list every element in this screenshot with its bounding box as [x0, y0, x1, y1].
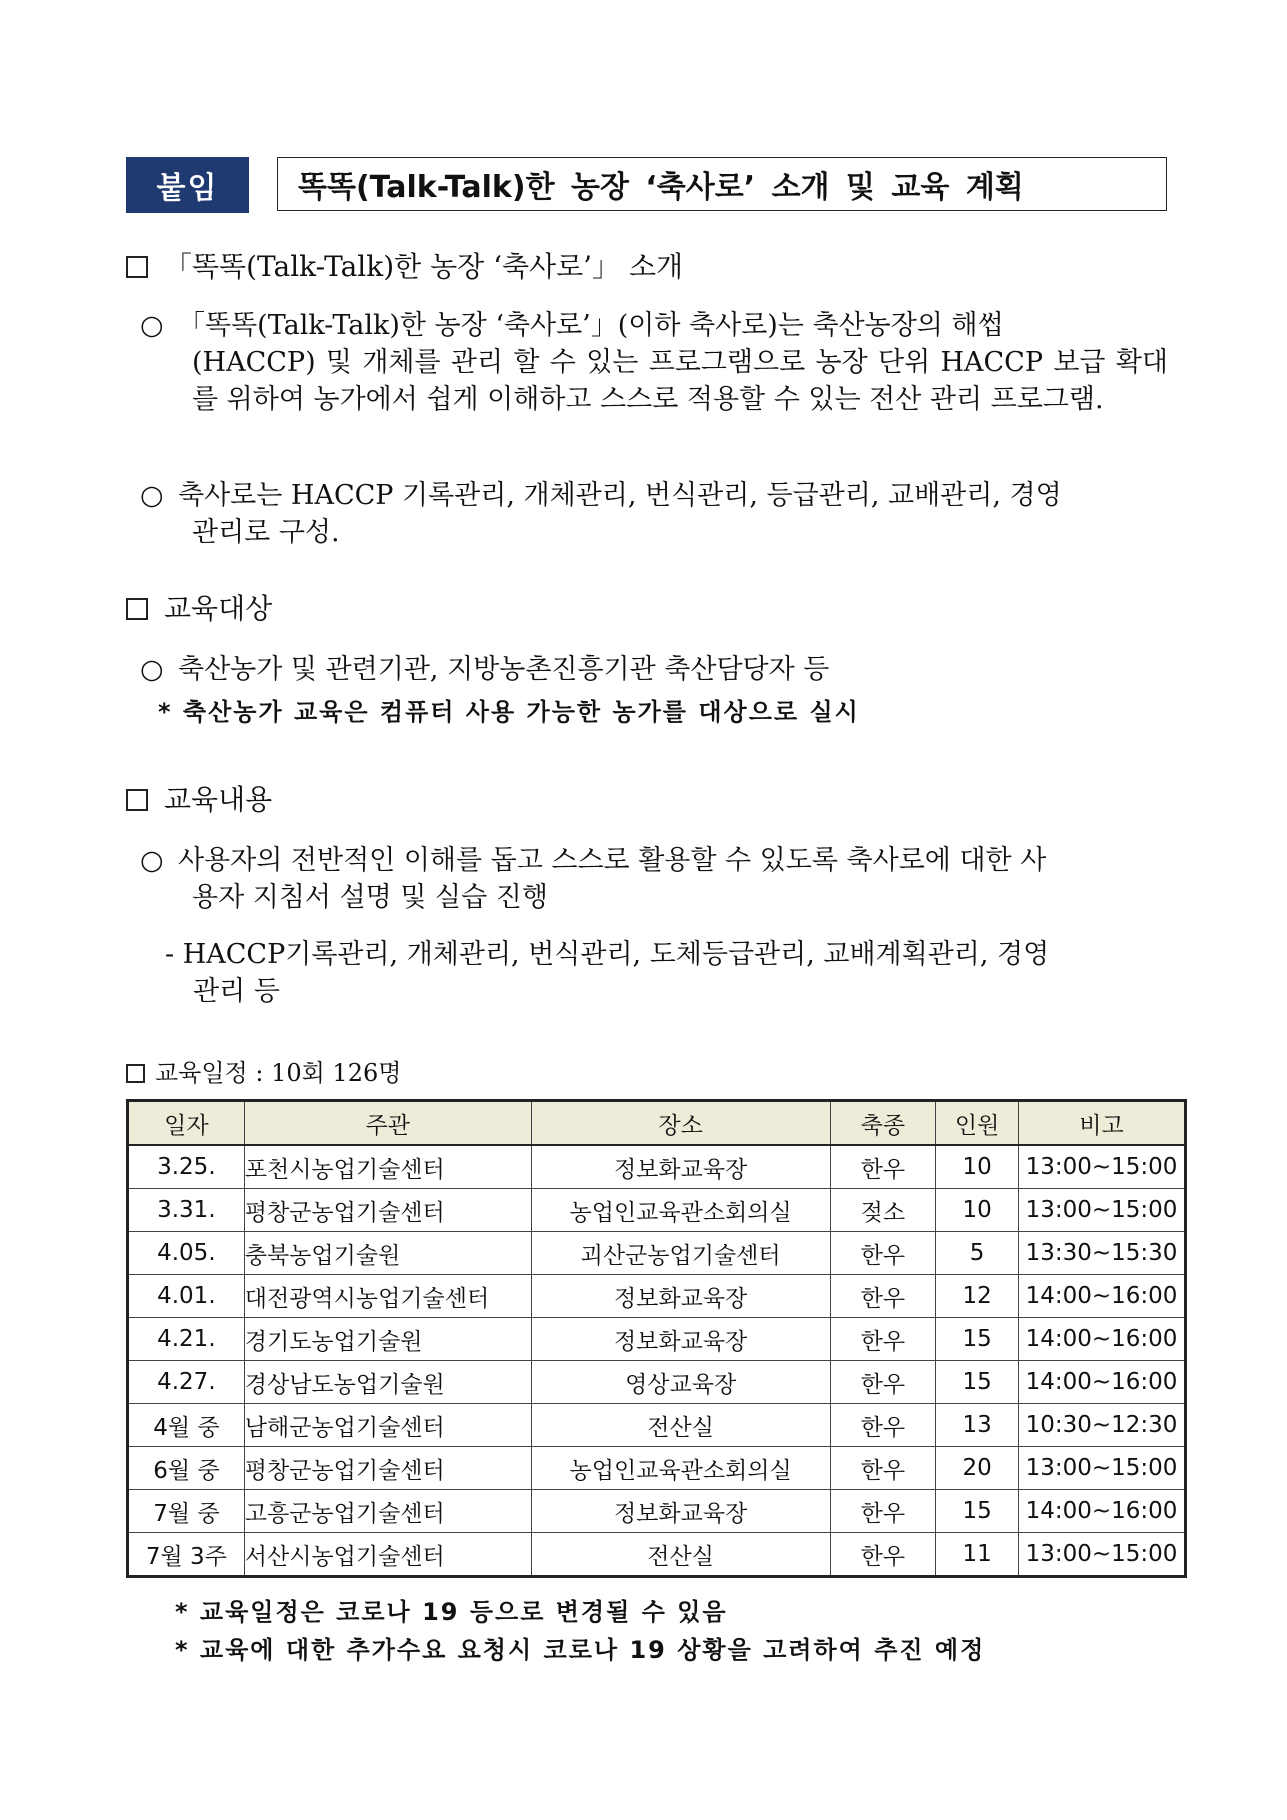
square-bullet-icon	[126, 1064, 145, 1083]
square-bullet-icon	[126, 598, 148, 620]
cell-host: 충북농업기술원	[244, 1232, 531, 1275]
cell-livestock: 한우	[830, 1361, 936, 1404]
col-header-note: 비고	[1019, 1101, 1186, 1146]
intro-bullet-2-line1: 축사로는 HACCP 기록관리, 개체관리, 번식관리, 등급관리, 교배관리, 경영	[178, 480, 1062, 511]
cell-livestock: 한우	[830, 1533, 936, 1577]
cell-place: 정보화교육장	[531, 1275, 830, 1318]
circle-bullet-icon: ○	[140, 310, 164, 341]
square-bullet-icon	[126, 789, 148, 811]
cell-host: 포천시농업기술센터	[244, 1145, 531, 1189]
cell-place: 농업인교육관소회의실	[531, 1189, 830, 1232]
col-header-livestock: 축종	[830, 1101, 936, 1146]
content-bullet-rest: 용자 지침서 설명 및 실습 진행	[192, 882, 548, 913]
content-dash-rest: 관리 등	[193, 976, 280, 1007]
content-dash-line1: - HACCP기록관리, 개체관리, 번식관리, 도체등급관리, 교배계획관리, 경영	[165, 939, 1050, 970]
cell-host: 대전광역시농업기술센터	[244, 1275, 531, 1318]
cell-date: 4.01.	[128, 1275, 245, 1318]
cell-date: 7월 3주	[128, 1533, 245, 1577]
cell-date: 4.21.	[128, 1318, 245, 1361]
cell-count: 10	[936, 1145, 1019, 1189]
cell-count: 15	[936, 1318, 1019, 1361]
cell-date: 3.31.	[128, 1189, 245, 1232]
col-header-count: 인원	[936, 1101, 1019, 1146]
schedule-table	[126, 1099, 1187, 1578]
document-title: 똑똑(Talk-Talk)한 농장 ‘축사로’ 소개 및 교육 계획	[277, 157, 1167, 211]
cell-count: 15	[936, 1490, 1019, 1533]
cell-time: 10:30~12:30	[1019, 1404, 1186, 1447]
cell-livestock: 한우	[830, 1490, 936, 1533]
cell-livestock: 한우	[830, 1275, 936, 1318]
cell-time: 13:00~15:00	[1019, 1533, 1186, 1577]
circle-bullet-icon: ○	[140, 480, 164, 511]
table-row	[128, 1318, 1186, 1361]
cell-date: 7월 중	[128, 1490, 245, 1533]
cell-place: 전산실	[531, 1533, 830, 1577]
section-intro-heading	[126, 245, 683, 285]
content-bullet	[140, 842, 1168, 916]
cell-host: 고흥군농업기술센터	[244, 1490, 531, 1533]
section-target-heading	[126, 587, 272, 627]
cell-count: 20	[936, 1447, 1019, 1490]
cell-livestock: 한우	[830, 1318, 936, 1361]
table-row	[128, 1189, 1186, 1232]
cell-time: 14:00~16:00	[1019, 1490, 1186, 1533]
cell-time: 14:00~16:00	[1019, 1275, 1186, 1318]
table-row	[128, 1490, 1186, 1533]
cell-date: 4.05.	[128, 1232, 245, 1275]
cell-date: 4.27.	[128, 1361, 245, 1404]
cell-livestock: 한우	[830, 1232, 936, 1275]
cell-count: 13	[936, 1404, 1019, 1447]
intro-bullet-1	[140, 307, 1168, 418]
attachment-badge: 붙임	[126, 157, 249, 213]
cell-host: 평창군농업기술센터	[244, 1447, 531, 1490]
cell-time: 13:30~15:30	[1019, 1232, 1186, 1275]
cell-livestock: 한우	[830, 1404, 936, 1447]
table-row	[128, 1145, 1186, 1189]
table-row	[128, 1533, 1186, 1577]
cell-livestock: 젖소	[830, 1189, 936, 1232]
content-dash-item	[165, 936, 1168, 1010]
square-bullet-icon	[126, 256, 148, 278]
section-target-heading-text: 교육대상	[164, 592, 273, 625]
cell-time: 14:00~16:00	[1019, 1361, 1186, 1404]
cell-host: 경상남도농업기술원	[244, 1361, 531, 1404]
cell-place: 전산실	[531, 1404, 830, 1447]
cell-time: 13:00~15:00	[1019, 1189, 1186, 1232]
section-intro-heading-text: 「똑똑(Talk-Talk)한 농장 ‘축사로’」 소개	[164, 250, 684, 283]
schedule-heading	[126, 1053, 401, 1088]
table-row	[128, 1361, 1186, 1404]
cell-date: 3.25.	[128, 1145, 245, 1189]
target-bullet-text: 축산농가 및 관련기관, 지방농촌진흥기관 축산담당자 등	[178, 654, 830, 685]
section-content-heading	[126, 778, 272, 818]
cell-date: 6월 중	[128, 1447, 245, 1490]
schedule-heading-text: 교육일정 : 10회 126명	[155, 1059, 402, 1087]
cell-count: 5	[936, 1232, 1019, 1275]
cell-host: 남해군농업기술센터	[244, 1404, 531, 1447]
cell-livestock: 한우	[830, 1447, 936, 1490]
cell-place: 정보화교육장	[531, 1145, 830, 1189]
circle-bullet-icon: ○	[140, 654, 164, 685]
col-header-date: 일자	[128, 1101, 245, 1146]
schedule-note-1: * 교육일정은 코로나 19 등으로 변경될 수 있음	[175, 1598, 728, 1626]
table-row	[128, 1232, 1186, 1275]
cell-time: 13:00~15:00	[1019, 1447, 1186, 1490]
cell-place: 정보화교육장	[531, 1490, 830, 1533]
cell-time: 13:00~15:00	[1019, 1145, 1186, 1189]
table-row	[128, 1275, 1186, 1318]
schedule-note-2: * 교육에 대한 추가수요 요청시 코로나 19 상황을 고려하여 추진 예정	[175, 1636, 986, 1664]
intro-bullet-2-rest: 관리로 구성.	[192, 517, 340, 548]
cell-host: 경기도농업기술원	[244, 1318, 531, 1361]
cell-count: 12	[936, 1275, 1019, 1318]
cell-count: 11	[936, 1533, 1019, 1577]
cell-place: 농업인교육관소회의실	[531, 1447, 830, 1490]
section-content-heading-text: 교육내용	[164, 783, 273, 816]
table-row	[128, 1404, 1186, 1447]
cell-place: 괴산군농업기술센터	[531, 1232, 830, 1275]
circle-bullet-icon: ○	[140, 845, 164, 876]
cell-host: 서산시농업기술센터	[244, 1533, 531, 1577]
table-row	[128, 1447, 1186, 1490]
intro-bullet-1-line1: 「똑똑(Talk-Talk)한 농장 ‘축사로’」(이하 축사로)는 축산농장의 해썹	[178, 310, 1004, 341]
content-bullet-line1: 사용자의 전반적인 이해를 돕고 스스로 활용할 수 있도록 축사로에 대한 사	[178, 845, 1047, 876]
schedule-header-row	[128, 1101, 1186, 1146]
cell-host: 평창군농업기술센터	[244, 1189, 531, 1232]
col-header-host: 주관	[244, 1101, 531, 1146]
intro-bullet-1-rest: (HACCP) 및 개체를 관리 할 수 있는 프로그램으로 농장 단위 HACCP 보급 확대를 위하여 농가에서 쉽게 이해하고 스스로 적용할 수 있는 전산 관리 프로그램.	[192, 347, 1168, 415]
cell-livestock: 한우	[830, 1145, 936, 1189]
target-bullet	[140, 651, 1168, 688]
target-note: * 축산농가 교육은 컴퓨터 사용 가능한 농가를 대상으로 실시	[158, 698, 860, 726]
cell-place: 정보화교육장	[531, 1318, 830, 1361]
intro-bullet-2	[140, 477, 1168, 551]
cell-place: 영상교육장	[531, 1361, 830, 1404]
col-header-place: 장소	[531, 1101, 830, 1146]
cell-count: 10	[936, 1189, 1019, 1232]
cell-time: 14:00~16:00	[1019, 1318, 1186, 1361]
cell-date: 4월 중	[128, 1404, 245, 1447]
cell-count: 15	[936, 1361, 1019, 1404]
